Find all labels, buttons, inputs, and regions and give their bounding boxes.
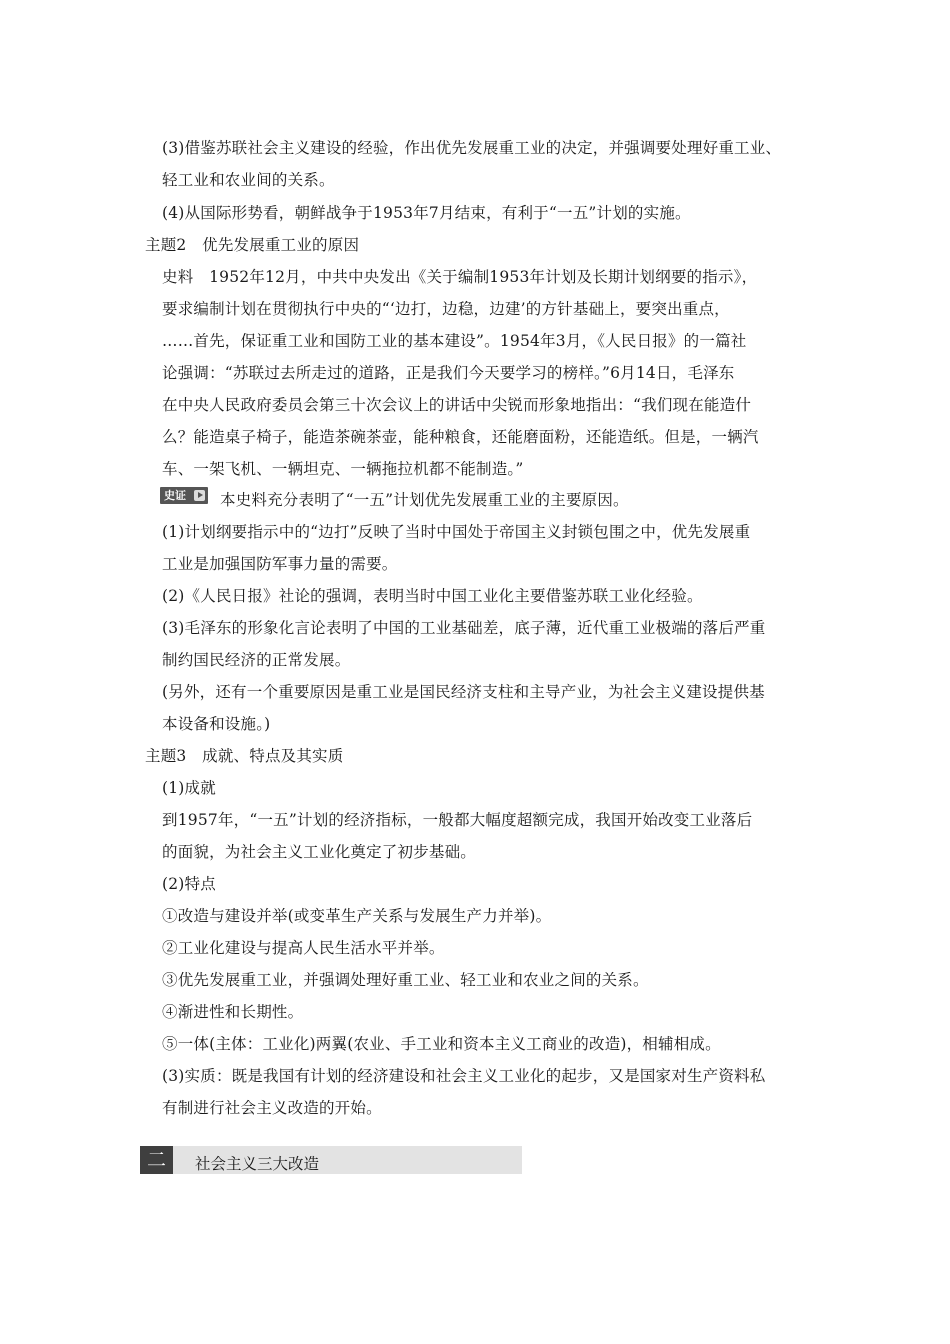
list-item: ②工业化建设与提高人民生活水平并举。 — [162, 939, 445, 957]
text-line: 工业是加强国防军事力量的需要。 — [162, 555, 398, 573]
text-line: 么？能造桌子椅子，能造茶碗茶壶，能种粮食，还能磨面粉，还能造纸。但是，一辆汽 — [162, 428, 759, 446]
arrow-right-icon — [194, 490, 205, 501]
list-item: ①改造与建设并举(或变革生产关系与发展生产力并举)。 — [162, 907, 552, 925]
text-line: (另外，还有一个重要原因是重工业是国民经济支柱和主导产业，为社会主义建设提供基 — [162, 683, 765, 701]
text-line: 制约国民经济的正常发展。 — [162, 651, 351, 669]
topic-heading: 主题2 优先发展重工业的原因 — [145, 236, 360, 254]
text-line: 本史料充分表明了“一五”计划优先发展重工业的主要原因。 — [220, 491, 629, 509]
text-line: (3)借鉴苏联社会主义建设的经验，作出优先发展重工业的决定，并强调要处理好重工业、 — [162, 139, 782, 157]
text-line: 在中央人民政府委员会第三十次会议上的讲话中尖锐而形象地指出：“我们现在能造什 — [162, 396, 752, 414]
text-line: 有制进行社会主义改造的开始。 — [162, 1099, 382, 1117]
section-title: 社会主义三大改造 — [195, 1155, 320, 1173]
section-number: 二 — [140, 1146, 173, 1174]
topic-heading: 主题3 成就、特点及其实质 — [145, 747, 344, 765]
list-item: ④渐进性和长期性。 — [162, 1003, 304, 1021]
list-item: ⑤一体(主体：工业化)两翼(农业、手工业和资本主义工商业的改造)，相辅相成。 — [162, 1035, 721, 1053]
text-line: (1)计划纲要指示中的“边打”反映了当时中国处于帝国主义封锁包围之中，优先发展重 — [162, 523, 751, 541]
text-line: 论强调：“苏联过去所走过的道路，正是我们今天要学习的榜样。”6月14日，毛泽东 — [162, 364, 735, 382]
text-line: 到1957年，“一五”计划的经济指标，一般都大幅度超额完成，我国开始改变工业落后 — [162, 811, 753, 829]
text-line: (2)《人民日报》社论的强调，表明当时中国工业化主要借鉴苏联工业化经验。 — [162, 587, 703, 605]
text-line: 本设备和设施。) — [162, 715, 271, 733]
list-item: ③优先发展重工业，并强调处理好重工业、轻工业和农业之间的关系。 — [162, 971, 649, 989]
text-line: 要求编制计划在贯彻执行中央的“‘边打，边稳，边建’的方针基础上，要突出重点， — [162, 300, 730, 318]
text-line: (3)实质：既是我国有计划的经济建设和社会主义工业化的起步，又是国家对生产资料私 — [162, 1067, 766, 1085]
badge-label: 史证 — [164, 489, 186, 502]
text-line: 轻工业和农业间的关系。 — [162, 171, 335, 189]
text-line: (1)成就 — [162, 779, 216, 797]
text-line: 的面貌，为社会主义工业化奠定了初步基础。 — [162, 843, 477, 861]
text-line: 车、一架飞机、一辆坦克、一辆拖拉机都不能制造。” — [162, 460, 524, 478]
text-line: 史料 1952年12月，中共中央发出《关于编制1953年计划及长期计划纲要的指示》， — [162, 268, 758, 286]
evidence-badge — [160, 487, 208, 504]
text-line: (3)毛泽东的形象化言论表明了中国的工业基础差，底子薄，近代重工业极端的落后严重 — [162, 619, 766, 637]
text-line: ……首先，保证重工业和国防工业的基本建设”。1954年3月，《人民日报》的一篇社 — [162, 332, 747, 350]
text-line: (2)特点 — [162, 875, 216, 893]
text-line: (4)从国际形势看，朝鲜战争于1953年7月结束，有利于“一五”计划的实施。 — [162, 204, 691, 222]
